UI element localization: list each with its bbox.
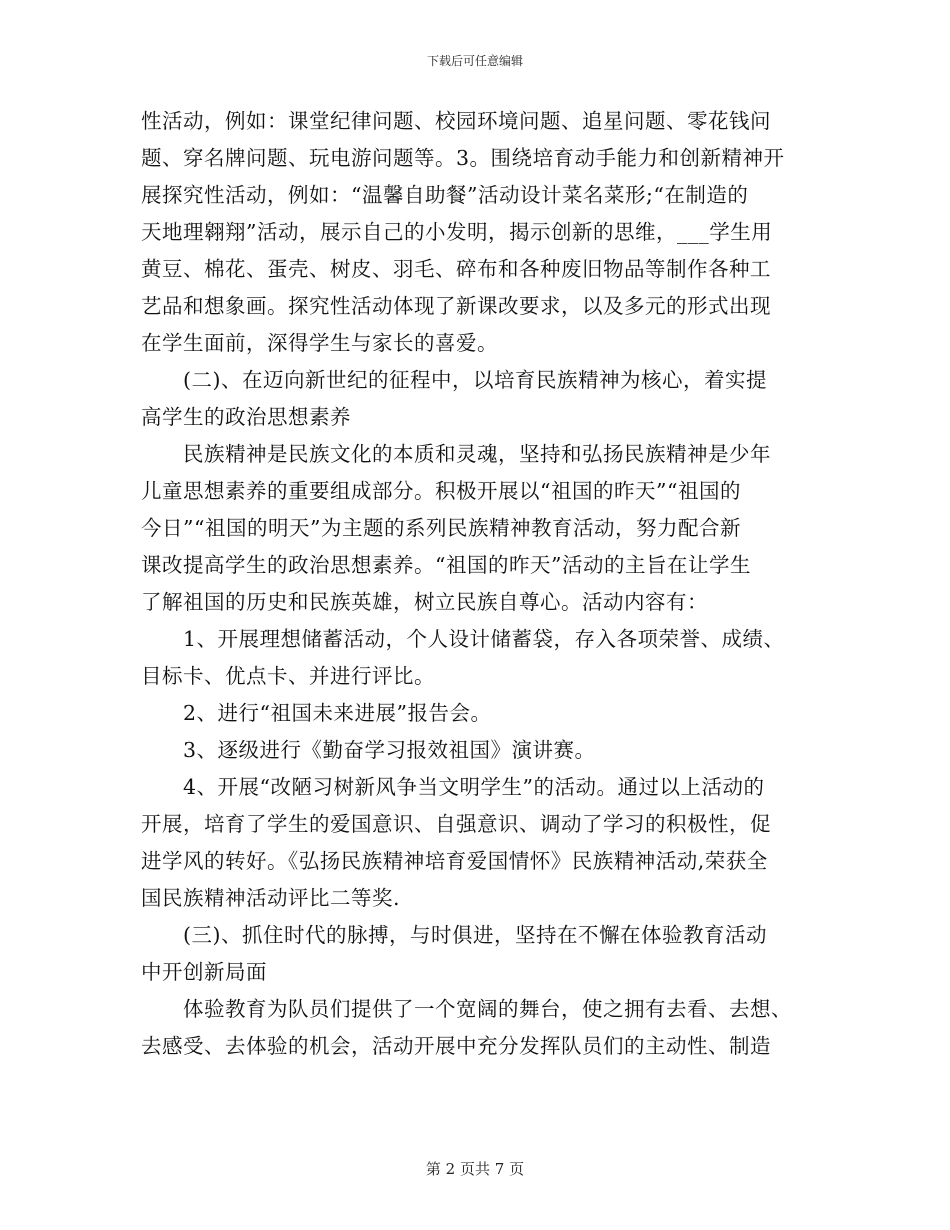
text-line: 2、进行“祖国未来进展”报告会。 — [183, 701, 492, 725]
text-line: 在学生面前，深得学生与家长的喜爱。 — [141, 331, 498, 355]
text-line: 3、逐级进行《勤奋学习报效祖国》演讲赛。 — [183, 738, 596, 762]
text-line: 艺品和想象画。探究性活动体现了新课改要求，以及多元的形式出现 — [141, 294, 771, 318]
text-line: 展探究性活动，例如：“温馨自助餐”活动设计菜名菜形;“在制造的 — [141, 183, 749, 207]
text-line: 开展，培育了学生的爱国意识、自强意识、调动了学习的积极性，促 — [141, 812, 771, 836]
text-line: 体验教育为队员们提供了一个宽阔的舞台，使之拥有去看、去想、 — [183, 997, 792, 1021]
text-line: 天地理翱翔”活动，展示自己的小发明，揭示创新的思维，___学生用 — [141, 220, 773, 244]
text-line: 中开创新局面 — [141, 960, 267, 984]
text-line: 儿童思想素养的重要组成部分。积极开展以“祖国的昨天”“祖国的 — [141, 479, 741, 503]
page-footer: 第 2 页共 7 页 — [425, 1160, 525, 1178]
text-line: 了解祖国的历史和民族英雄，树立民族自尊心。活动内容有： — [141, 590, 708, 614]
text-line: 目标卡、优点卡、并进行评比。 — [141, 664, 435, 688]
text-line: 今日”“祖国的明天”为主题的系列民族精神教育活动，努力配合新 — [141, 516, 741, 540]
text-line: 去感受、去体验的机会，活动开展中充分发挥队员们的主动性、制造 — [141, 1034, 771, 1058]
document-body — [141, 103, 803, 1065]
text-line: 国民族精神活动评比二等奖. — [141, 886, 401, 910]
text-line: 民族精神是民族文化的本质和灵魂，坚持和弘扬民族精神是少年 — [183, 442, 771, 466]
text-line: (三)、抓住时代的脉搏，与时俱进，坚持在不懈在体验教育活动 — [183, 923, 767, 947]
text-line: 4、开展“改陋习树新风争当文明学生”的活动。通过以上活动的 — [183, 775, 765, 799]
page-header: 下载后可任意编辑 — [426, 54, 523, 68]
text-line: 1、开展理想储蓄活动，个人设计储蓄袋，存入各项荣誉、成绩、 — [183, 627, 785, 651]
text-line: 性活动，例如：课堂纪律问题、校园环境问题、追星问题、零花钱问 — [141, 109, 771, 133]
text-line: 课改提高学生的政治思想素养。“祖国的昨天”活动的主旨在让学生 — [141, 553, 751, 577]
text-line: 题、穿名牌问题、玩电游问题等。3。围绕培育动手能力和创新精神开 — [141, 146, 785, 170]
text-line: 黄豆、棉花、蛋壳、树皮、羽毛、碎布和各种废旧物品等制作各种工 — [141, 257, 771, 281]
text-line: 高学生的政治思想素养 — [141, 405, 351, 429]
text-line: (二)、在迈向新世纪的征程中，以培育民族精神为核心，着实提 — [183, 368, 767, 392]
text-line: 进学风的转好。《弘扬民族精神培育爱国情怀》民族精神活动,荣获全 — [141, 849, 768, 873]
